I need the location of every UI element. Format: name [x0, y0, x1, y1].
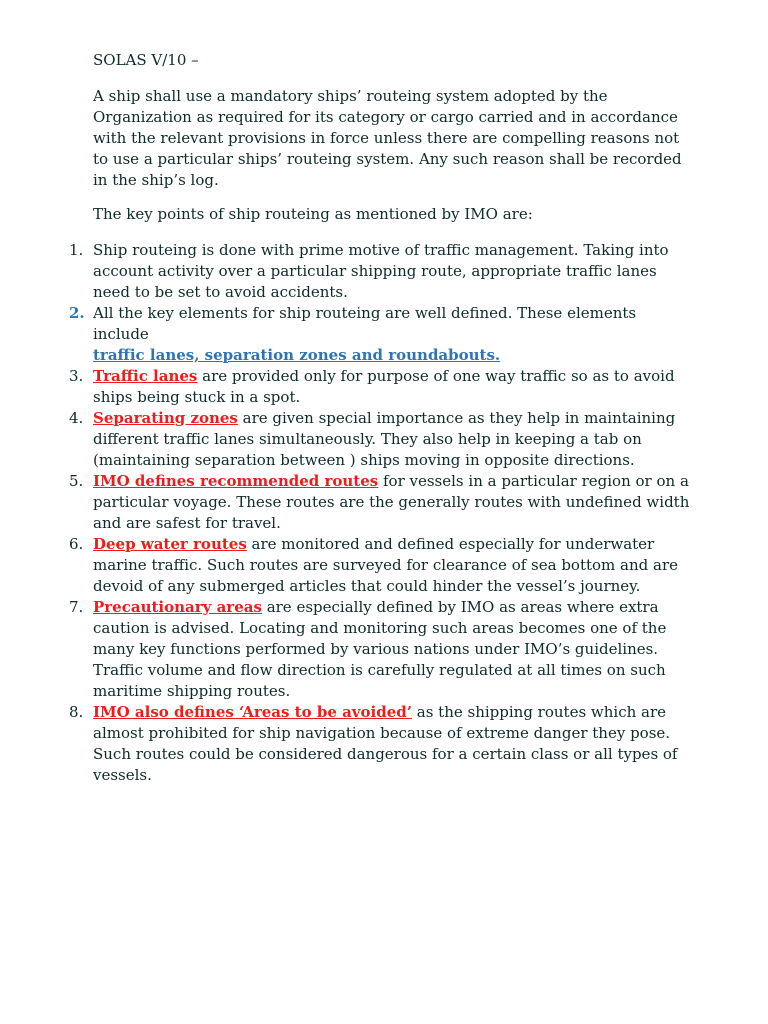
list-number: 7. — [69, 598, 84, 616]
list-number: 6. — [69, 535, 84, 553]
key-points-intro: The key points of ship routeing as mentioned by IMO are: — [93, 205, 533, 223]
highlight-term: IMO defines recommended routes — [93, 472, 379, 490]
list-item-text: are especially defined by IMO as areas where extra caution is advised. Locating and monitoring such areas becomes one of the many key functions performed by various nations under IMO’s guidelines. Traffic volume and flow direction is carefully regulated at all times on such maritime shipping routes. — [93, 598, 667, 700]
list-item-text: for vessels in a particular region or on a particular voyage. These routes are the generally routes with undefined width and are safest for travel. — [93, 472, 690, 532]
list-item — [69, 702, 693, 786]
list-item-text: as the shipping routes which are almost prohibited for ship navigation because of extreme danger they pose. Such routes could be considered dangerous for a certain class or all types of vessels. — [93, 703, 678, 784]
list-item — [69, 471, 693, 534]
list-item — [69, 408, 693, 471]
highlight-term: Traffic lanes — [93, 367, 198, 385]
list-number: 1. — [69, 241, 84, 259]
list-item-text: are given special importance as they help in maintaining different traffic lanes simultaneously. They also help in keeping a tab on (maintaining separation between ) ships moving in opposite directions. — [93, 409, 676, 469]
list-number: 3. — [69, 367, 84, 385]
list-item-text: All the key elements for ship routeing are well defined. These elements include — [93, 304, 637, 343]
highlight-term: Precautionary areas — [93, 598, 262, 616]
highlight-term: IMO also defines ‘Areas to be avoided’ — [93, 703, 412, 721]
list-number: 8. — [69, 703, 84, 721]
list-item-text: Ship routeing is done with prime motive of traffic management. Taking into account activity over a particular shipping route, appropriate traffic lanes need to be set to avoid accidents. — [93, 241, 669, 301]
list-number: 4. — [69, 409, 84, 427]
intro-paragraph: A ship shall use a mandatory ships’ routeing system adopted by the Organization as required for its category or cargo carried and in accordance with the relevant provisions in force unless there are compelling reasons not to use a particular ships’ routeing system. Any such reason shall be recorded in the ship’s log. — [93, 87, 682, 189]
list-item — [69, 597, 693, 702]
list-item-text: are provided only for purpose of one way traffic so as to avoid ships being stuck in a spot. — [93, 367, 675, 406]
list-item — [69, 240, 693, 303]
list-number: 5. — [69, 472, 84, 490]
document-heading: SOLAS V/10 – — [93, 51, 199, 69]
list-item-text: are monitored and defined especially for underwater marine traffic. Such routes are surveyed for clearance of sea bottom and are devoid of any submerged articles that could hinder the vessel’s journey. — [93, 535, 678, 595]
key-points-list — [69, 240, 693, 786]
highlight-term: Deep water routes — [93, 535, 247, 553]
list-number: 2. — [69, 304, 85, 322]
highlight-term: Separating zones — [93, 409, 238, 427]
list-item — [69, 303, 693, 366]
highlight-elements: traffic lanes, separation zones and roundabouts. — [93, 346, 501, 364]
list-item — [69, 534, 693, 597]
list-item — [69, 366, 693, 408]
